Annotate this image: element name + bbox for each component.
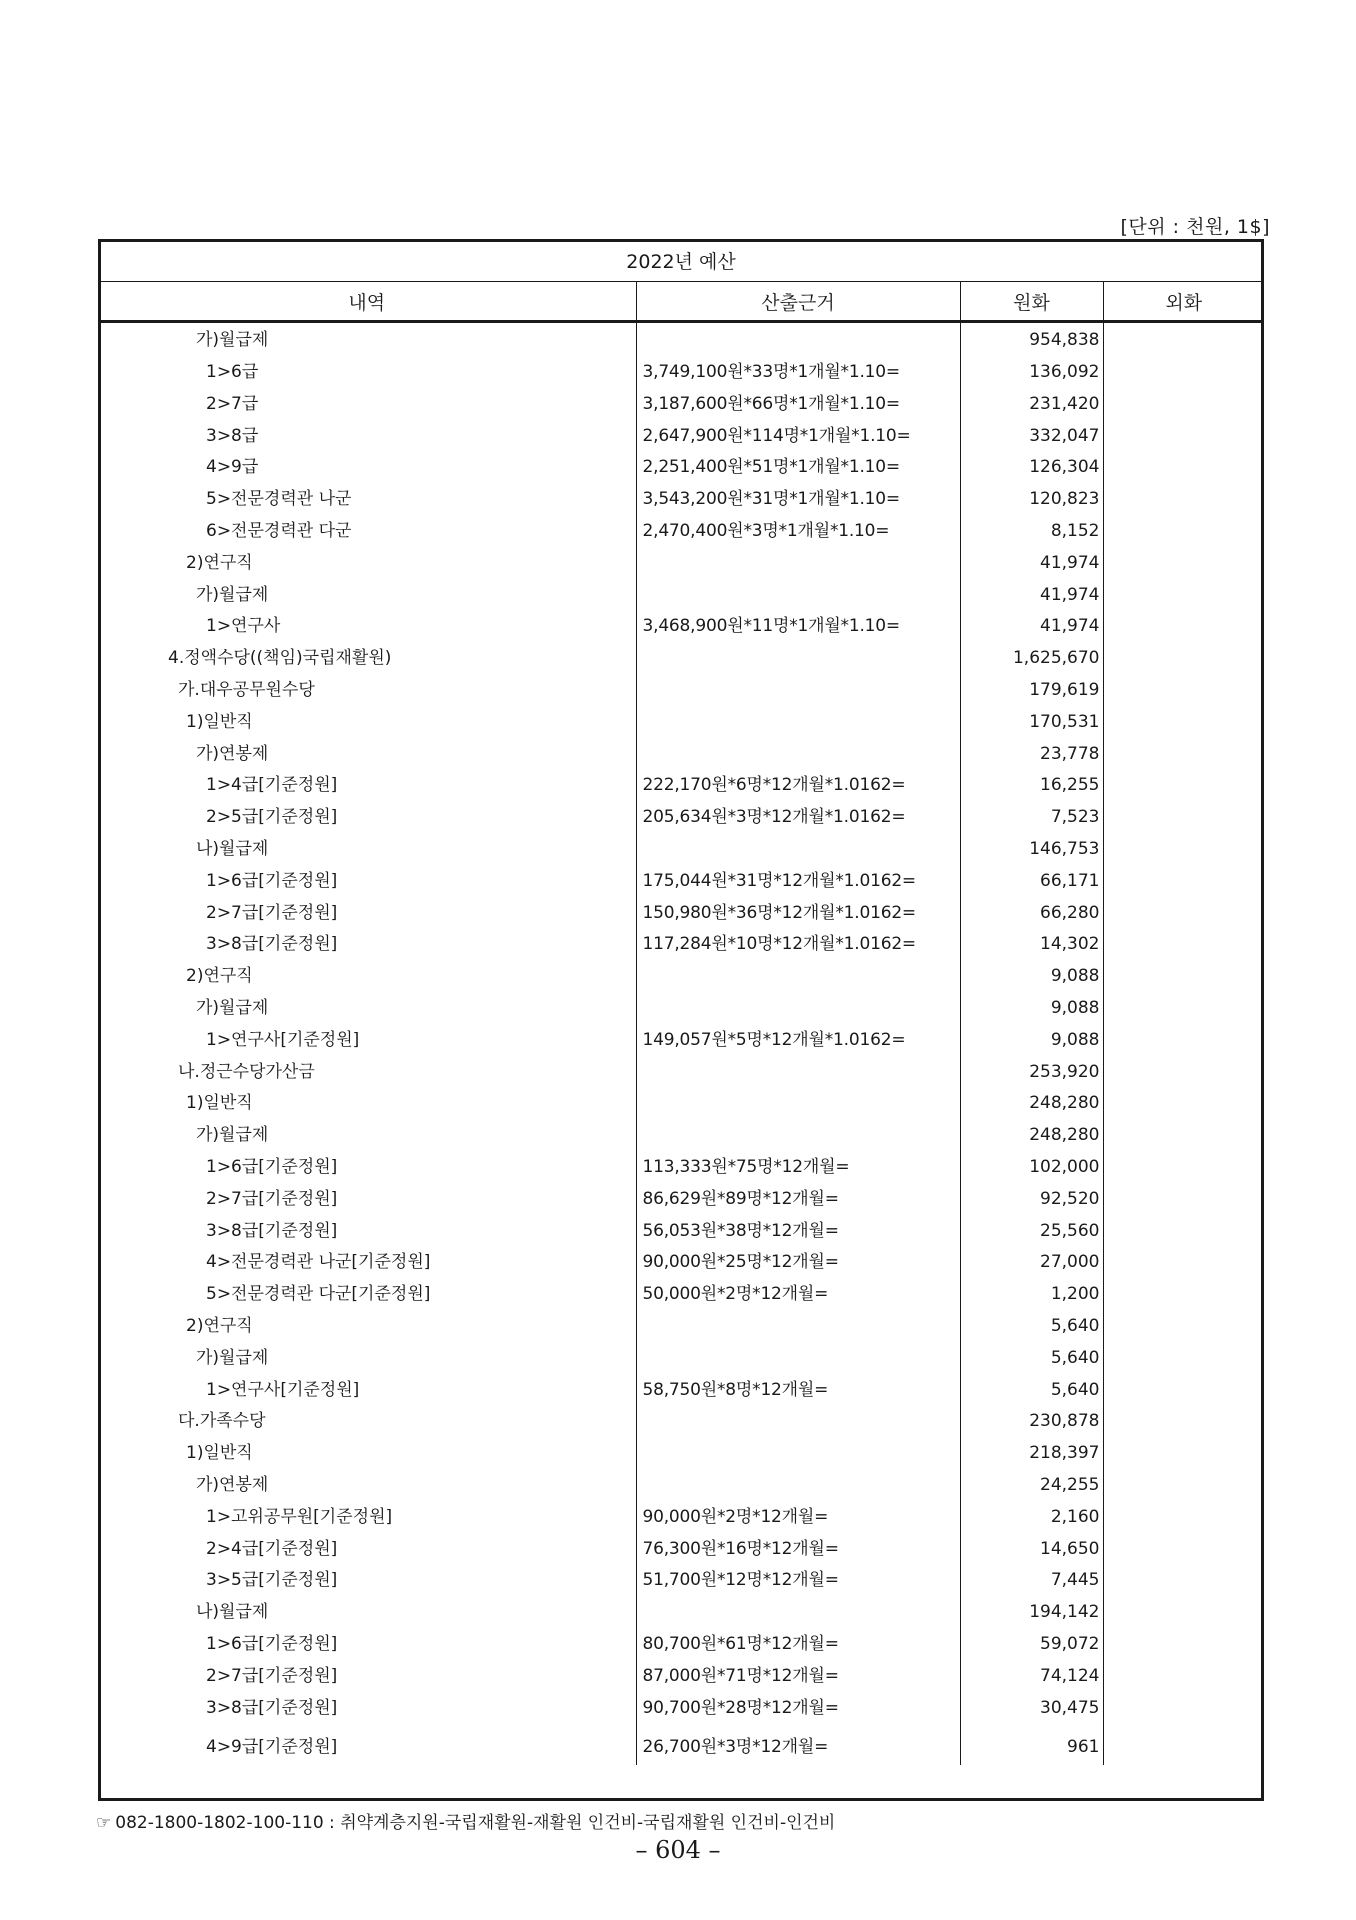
table-row — [98, 1625, 1264, 1657]
row-basis — [636, 989, 960, 1021]
row-item: 4>9급 — [98, 449, 636, 481]
row-item: 6>전문경력관 다군 — [98, 512, 636, 544]
row-fx — [1103, 1148, 1264, 1180]
row-fx — [1103, 1625, 1264, 1657]
row-fx — [1103, 576, 1264, 608]
row-basis: 86,629원*89명*12개월= — [636, 1180, 960, 1212]
table-row — [98, 862, 1264, 894]
row-krw: 954,838 — [960, 322, 1103, 354]
row-item: 1>6급 — [98, 353, 636, 385]
row-item: 1>6급[기준정원] — [98, 862, 636, 894]
row-fx — [1103, 1275, 1264, 1307]
row-basis: 117,284원*10명*12개월*1.0162= — [636, 926, 960, 958]
row-fx — [1103, 1689, 1264, 1721]
row-fx — [1103, 798, 1264, 830]
row-fx — [1103, 1466, 1264, 1498]
row-basis: 80,700원*61명*12개월= — [636, 1625, 960, 1657]
row-krw: 231,420 — [960, 385, 1103, 417]
row-basis: 2,647,900원*114명*1개월*1.10= — [636, 417, 960, 449]
row-fx — [1103, 957, 1264, 989]
table-row — [98, 894, 1264, 926]
row-item: 2>7급[기준정원] — [98, 894, 636, 926]
row-krw: 126,304 — [960, 449, 1103, 481]
row-krw: 59,072 — [960, 1625, 1103, 1657]
row-fx — [1103, 1657, 1264, 1689]
row-item: 2)연구직 — [98, 957, 636, 989]
row-krw: 5,640 — [960, 1307, 1103, 1339]
row-basis: 3,543,200원*31명*1개월*1.10= — [636, 480, 960, 512]
row-item: 4>9급[기준정원] — [98, 1721, 636, 1765]
row-fx — [1103, 1116, 1264, 1148]
row-item: 4>전문경력관 나군[기준정원] — [98, 1244, 636, 1276]
row-item: 5>전문경력관 나군 — [98, 480, 636, 512]
table-row — [98, 1466, 1264, 1498]
table-row — [98, 735, 1264, 767]
row-item: 3>8급[기준정원] — [98, 1689, 636, 1721]
row-krw: 14,302 — [960, 926, 1103, 958]
table-row — [98, 576, 1264, 608]
row-item: 2>7급[기준정원] — [98, 1180, 636, 1212]
row-krw: 30,475 — [960, 1689, 1103, 1721]
table-row — [98, 544, 1264, 576]
row-fx — [1103, 1562, 1264, 1594]
row-fx — [1103, 1307, 1264, 1339]
row-fx — [1103, 1721, 1264, 1765]
row-krw: 41,974 — [960, 576, 1103, 608]
row-item: 2>7급 — [98, 385, 636, 417]
row-krw: 248,280 — [960, 1085, 1103, 1117]
row-fx — [1103, 926, 1264, 958]
table-row — [98, 417, 1264, 449]
table-row — [98, 767, 1264, 799]
table-row — [98, 798, 1264, 830]
table-row — [98, 1307, 1264, 1339]
row-item: 1>6급[기준정원] — [98, 1625, 636, 1657]
row-item: 가)월급제 — [98, 576, 636, 608]
row-fx — [1103, 353, 1264, 385]
table-row — [98, 830, 1264, 862]
row-fx — [1103, 480, 1264, 512]
row-item: 2>7급[기준정원] — [98, 1657, 636, 1689]
row-basis — [636, 639, 960, 671]
header-krw: 원화 — [960, 282, 1103, 322]
table-row — [98, 1689, 1264, 1721]
row-fx — [1103, 1498, 1264, 1530]
table-row — [98, 1562, 1264, 1594]
row-fx — [1103, 417, 1264, 449]
row-krw: 24,255 — [960, 1466, 1103, 1498]
row-basis — [636, 1593, 960, 1625]
table-row — [98, 1434, 1264, 1466]
table-row — [98, 1371, 1264, 1403]
row-basis: 149,057원*5명*12개월*1.0162= — [636, 1021, 960, 1053]
row-fx — [1103, 862, 1264, 894]
budget-table — [98, 239, 1264, 1765]
row-krw: 66,171 — [960, 862, 1103, 894]
row-basis — [636, 1053, 960, 1085]
row-krw: 136,092 — [960, 353, 1103, 385]
row-basis: 113,333원*75명*12개월= — [636, 1148, 960, 1180]
row-item: 1)일반직 — [98, 1434, 636, 1466]
row-basis — [636, 703, 960, 735]
row-item: 가.대우공무원수당 — [98, 671, 636, 703]
row-basis: 58,750원*8명*12개월= — [636, 1371, 960, 1403]
row-basis — [636, 1339, 960, 1371]
row-krw: 74,124 — [960, 1657, 1103, 1689]
table-row — [98, 512, 1264, 544]
row-item: 가)월급제 — [98, 989, 636, 1021]
table-row — [98, 1275, 1264, 1307]
row-krw: 9,088 — [960, 957, 1103, 989]
row-krw: 170,531 — [960, 703, 1103, 735]
row-basis: 205,634원*3명*12개월*1.0162= — [636, 798, 960, 830]
row-krw: 2,160 — [960, 1498, 1103, 1530]
row-basis — [636, 830, 960, 862]
row-krw: 66,280 — [960, 894, 1103, 926]
row-basis — [636, 322, 960, 354]
row-krw: 23,778 — [960, 735, 1103, 767]
table-row — [98, 1339, 1264, 1371]
row-krw: 14,650 — [960, 1530, 1103, 1562]
row-basis: 51,700원*12명*12개월= — [636, 1562, 960, 1594]
row-fx — [1103, 1593, 1264, 1625]
table-row — [98, 1021, 1264, 1053]
row-krw: 961 — [960, 1721, 1103, 1765]
table-row — [98, 449, 1264, 481]
row-basis: 2,251,400원*51명*1개월*1.10= — [636, 449, 960, 481]
table-row — [98, 1244, 1264, 1276]
row-item: 다.가족수당 — [98, 1403, 636, 1435]
row-krw: 194,142 — [960, 1593, 1103, 1625]
table-row — [98, 1593, 1264, 1625]
row-basis: 87,000원*71명*12개월= — [636, 1657, 960, 1689]
row-krw: 92,520 — [960, 1180, 1103, 1212]
row-krw: 8,152 — [960, 512, 1103, 544]
table-row — [98, 353, 1264, 385]
row-item: 나)월급제 — [98, 1593, 636, 1625]
row-krw: 27,000 — [960, 1244, 1103, 1276]
header-basis: 산출근거 — [636, 282, 960, 322]
row-basis — [636, 1116, 960, 1148]
row-fx — [1103, 671, 1264, 703]
row-item: 1>연구사[기준정원] — [98, 1371, 636, 1403]
table-row — [98, 1180, 1264, 1212]
table-row — [98, 1148, 1264, 1180]
row-fx — [1103, 767, 1264, 799]
row-basis: 150,980원*36명*12개월*1.0162= — [636, 894, 960, 926]
row-krw: 7,523 — [960, 798, 1103, 830]
row-krw: 9,088 — [960, 989, 1103, 1021]
row-fx — [1103, 1403, 1264, 1435]
footer-note — [96, 1808, 835, 1833]
table-row — [98, 480, 1264, 512]
row-fx — [1103, 1530, 1264, 1562]
row-item: 1>6급[기준정원] — [98, 1148, 636, 1180]
row-item: 가)월급제 — [98, 1339, 636, 1371]
header-fx: 외화 — [1103, 282, 1264, 322]
row-item: 3>8급 — [98, 417, 636, 449]
row-item: 1>고위공무원[기준정원] — [98, 1498, 636, 1530]
row-item: 4.정액수당((책임)국립재활원) — [98, 639, 636, 671]
row-basis — [636, 1085, 960, 1117]
row-fx — [1103, 830, 1264, 862]
row-krw: 1,625,670 — [960, 639, 1103, 671]
row-fx — [1103, 1021, 1264, 1053]
header-item: 내역 — [98, 282, 636, 322]
row-basis: 2,470,400원*3명*1개월*1.10= — [636, 512, 960, 544]
row-basis — [636, 576, 960, 608]
row-item: 1>4급[기준정원] — [98, 767, 636, 799]
row-krw: 5,640 — [960, 1371, 1103, 1403]
row-krw: 253,920 — [960, 1053, 1103, 1085]
table-row — [98, 703, 1264, 735]
table-row — [98, 1212, 1264, 1244]
row-fx — [1103, 894, 1264, 926]
row-fx — [1103, 1434, 1264, 1466]
row-fx — [1103, 703, 1264, 735]
row-krw: 7,445 — [960, 1562, 1103, 1594]
row-krw: 16,255 — [960, 767, 1103, 799]
row-basis — [636, 957, 960, 989]
row-fx — [1103, 1339, 1264, 1371]
row-basis — [636, 1466, 960, 1498]
table-row — [98, 385, 1264, 417]
row-krw: 41,974 — [960, 544, 1103, 576]
table-row — [98, 322, 1264, 354]
row-krw: 332,047 — [960, 417, 1103, 449]
table-row — [98, 1116, 1264, 1148]
table-row — [98, 608, 1264, 640]
unit-note: [단위 : 천원, 1$] — [1120, 216, 1270, 238]
row-fx — [1103, 1085, 1264, 1117]
row-krw: 218,397 — [960, 1434, 1103, 1466]
row-fx — [1103, 512, 1264, 544]
table-row — [98, 671, 1264, 703]
row-item: 3>5급[기준정원] — [98, 1562, 636, 1594]
row-fx — [1103, 1180, 1264, 1212]
row-krw: 146,753 — [960, 830, 1103, 862]
table-row — [98, 1657, 1264, 1689]
row-item: 1)일반직 — [98, 1085, 636, 1117]
table-row — [98, 1721, 1264, 1765]
row-basis: 3,749,100원*33명*1개월*1.10= — [636, 353, 960, 385]
row-item: 1)일반직 — [98, 703, 636, 735]
row-basis: 90,000원*2명*12개월= — [636, 1498, 960, 1530]
row-fx — [1103, 608, 1264, 640]
row-krw: 41,974 — [960, 608, 1103, 640]
row-basis — [636, 735, 960, 767]
row-basis: 222,170원*6명*12개월*1.0162= — [636, 767, 960, 799]
row-krw: 1,200 — [960, 1275, 1103, 1307]
row-basis: 26,700원*3명*12개월= — [636, 1721, 960, 1765]
table-row — [98, 1053, 1264, 1085]
row-item: 2>4급[기준정원] — [98, 1530, 636, 1562]
row-fx — [1103, 385, 1264, 417]
row-item: 1>연구사 — [98, 608, 636, 640]
footer-code-text: 082-1800-1802-100-110 : 취약계층지원-국립재활원-재활원 인건비-국립재활원 인건비-인건비 — [115, 1813, 836, 1833]
row-fx — [1103, 1212, 1264, 1244]
row-item: 2>5급[기준정원] — [98, 798, 636, 830]
row-fx — [1103, 1371, 1264, 1403]
table-body — [98, 322, 1264, 1765]
row-basis: 3,468,900원*11명*1개월*1.10= — [636, 608, 960, 640]
row-krw: 5,640 — [960, 1339, 1103, 1371]
row-item: 3>8급[기준정원] — [98, 926, 636, 958]
row-basis: 90,000원*25명*12개월= — [636, 1244, 960, 1276]
row-fx — [1103, 1244, 1264, 1276]
row-fx — [1103, 639, 1264, 671]
row-basis: 50,000원*2명*12개월= — [636, 1275, 960, 1307]
year-title: 2022년 예산 — [98, 239, 1264, 282]
row-fx — [1103, 322, 1264, 354]
row-basis — [636, 1434, 960, 1466]
row-item: 가)연봉제 — [98, 735, 636, 767]
row-krw: 25,560 — [960, 1212, 1103, 1244]
row-krw: 102,000 — [960, 1148, 1103, 1180]
row-item: 3>8급[기준정원] — [98, 1212, 636, 1244]
row-item: 5>전문경력관 다군[기준정원] — [98, 1275, 636, 1307]
table-row — [98, 1403, 1264, 1435]
table-row — [98, 1498, 1264, 1530]
row-item: 가)월급제 — [98, 322, 636, 354]
table-row — [98, 926, 1264, 958]
row-basis: 3,187,600원*66명*1개월*1.10= — [636, 385, 960, 417]
row-item: 나.정근수당가산금 — [98, 1053, 636, 1085]
table-row — [98, 957, 1264, 989]
table-row — [98, 1085, 1264, 1117]
row-item: 2)연구직 — [98, 1307, 636, 1339]
row-krw: 179,619 — [960, 671, 1103, 703]
page-number: – 604 – — [635, 1836, 721, 1864]
row-krw: 230,878 — [960, 1403, 1103, 1435]
table-row — [98, 639, 1264, 671]
row-fx — [1103, 989, 1264, 1021]
row-basis — [636, 671, 960, 703]
row-basis: 56,053원*38명*12개월= — [636, 1212, 960, 1244]
row-item: 가)월급제 — [98, 1116, 636, 1148]
row-item: 나)월급제 — [98, 830, 636, 862]
table-row — [98, 989, 1264, 1021]
row-basis: 90,700원*28명*12개월= — [636, 1689, 960, 1721]
row-basis — [636, 544, 960, 576]
pointing-hand-icon: ☞ — [96, 1813, 112, 1833]
row-item: 가)연봉제 — [98, 1466, 636, 1498]
row-item: 2)연구직 — [98, 544, 636, 576]
row-krw: 9,088 — [960, 1021, 1103, 1053]
row-basis: 76,300원*16명*12개월= — [636, 1530, 960, 1562]
table-row — [98, 1530, 1264, 1562]
row-krw: 120,823 — [960, 480, 1103, 512]
row-fx — [1103, 544, 1264, 576]
row-fx — [1103, 735, 1264, 767]
row-basis — [636, 1403, 960, 1435]
row-basis: 175,044원*31명*12개월*1.0162= — [636, 862, 960, 894]
row-fx — [1103, 1053, 1264, 1085]
row-krw: 248,280 — [960, 1116, 1103, 1148]
row-basis — [636, 1307, 960, 1339]
row-fx — [1103, 449, 1264, 481]
row-item: 1>연구사[기준정원] — [98, 1021, 636, 1053]
